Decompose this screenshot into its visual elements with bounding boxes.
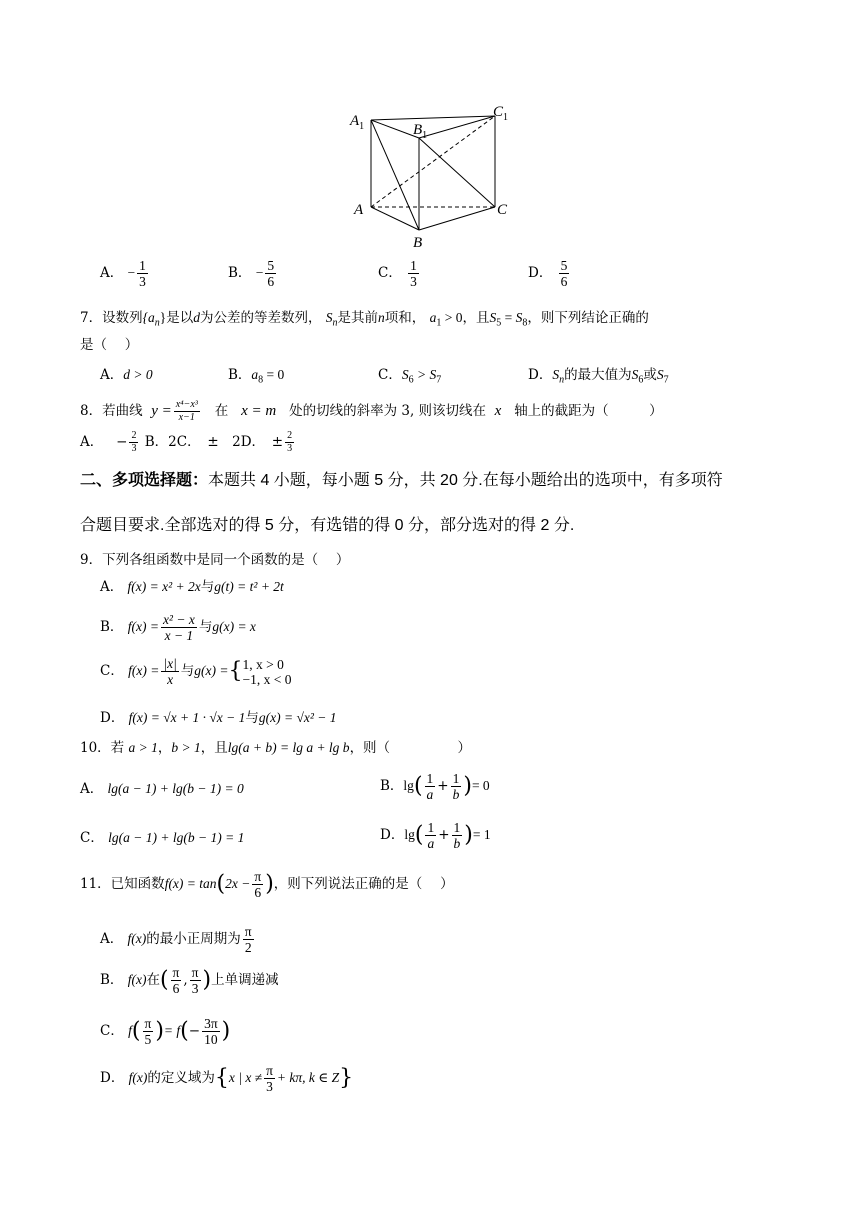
q6-option-c: C． $\frac{1}{3}$: [378, 258, 417, 289]
label-b: B: [413, 235, 423, 250]
q7-option-b: B．$a_8 = 0$: [228, 367, 285, 386]
q10-option-b: B．lg( $\frac{1}{a}$ + $\frac{1}{b}$ )= 0: [380, 771, 490, 802]
q7-stem-line1: 7．设数列$\{a_n\}$是以d为公差的等差数列， $S_n$是其前n项和， $a_1 > 0$，且$S_5 = S_8$，则下列结论正确的: [80, 310, 649, 329]
q11-option-c: C． f( $\frac{\pi}{5}$ )= f(− $\frac{3\pi}{10}$ ): [100, 1016, 231, 1047]
q6-option-b: B． − $\frac{5}{6}$: [228, 258, 275, 289]
section-2-title: 二、多项选择题：: [80, 472, 209, 489]
label-b1: $B_1$: [413, 122, 428, 141]
q8-stem: 8．若曲线 y = $\frac{\text{x⁴−x³}}{x-1}$ 在 x = m 处的切线的斜率为 3, 则该切线在 x 轴上的截距为（ ）: [80, 399, 663, 423]
label-a: A: [354, 202, 364, 218]
q9-option-d: D． f(x) = √x + 1 · √x − 1与g(x) = √x² − 1: [100, 710, 337, 726]
q11-stem: 11．已知函数f(x) = tan(2x − $\frac{\pi}{6}$ )，则下列说法正确的是（ ）: [80, 869, 454, 900]
q11-option-a: A． f(x)的最小正周期为 $\frac{\pi}{2}$: [100, 924, 252, 955]
q10-option-d: D．lg( $\frac{1}{a}$ + $\frac{1}{b}$ )= 1: [380, 820, 491, 851]
q9-option-c: C． f(x) = $\frac{|x|}{x}$ 与g(x) ={ 1, x > 0 −1, x < 0: [100, 656, 292, 687]
q9-option-b: B． f(x) = $\frac{\text{x² − x}}{x - 1}$ 与g(x) = x: [100, 612, 256, 643]
q10-option-a: A． lg(a − 1) + lg(b − 1) = 0: [80, 781, 244, 797]
q10-option-c: C． lg(a − 1) + lg(b − 1) = 1: [80, 830, 245, 846]
section-2-line1: 二、多项选择题：本题共 4 小题，每小题 5 分，共 20 分.在每小题给出的选项中，有多项符: [80, 472, 723, 489]
label-a1: $A_1$: [350, 113, 365, 132]
label-c1: $C_1$: [493, 104, 509, 123]
q11-option-d: D． f(x)的定义域为{x | x ≠ $\frac{\pi}{3}$ + kπ, k ∈ Z}: [100, 1063, 354, 1094]
q9-option-a: A． f(x) = x² + 2x与g(t) = t² + 2t: [100, 579, 284, 595]
q6-option-d: D． $\frac{5}{6}$: [528, 258, 568, 289]
q6-option-a: A． − $\frac{1}{3}$: [100, 258, 146, 289]
q7-option-a: A．d > 0: [100, 367, 153, 383]
label-c: C: [497, 202, 508, 218]
q7-stem-line2: 是（ ）: [80, 337, 139, 353]
q9-stem: 9．下列各组函数中是同一个函数的是（ ）: [80, 552, 350, 568]
q7-option-c: C．$S_6 > S_7$: [378, 367, 442, 386]
q7-option-d: D．$S_n$的最大值为$S_6$或$S_7$: [528, 367, 669, 386]
prism-figure: [340, 100, 520, 250]
section-2-line2: 合题目要求.全部选对的得 5 分，有选错的得 0 分，部分选对的得 2 分.: [80, 517, 575, 534]
q10-stem: 10．若 a > 1，b > 1，且lg(a + b) = lg a + lg b，则（ ）: [80, 740, 472, 756]
q11-option-b: B． f(x)在( $\frac{\pi}{6}$ , $\frac{\pi}{3}$ )上单调递减: [100, 965, 279, 996]
q8-options: A． − $\frac{2}{3}$ B．2C． ± 2D． ± $\frac{2}{3}$: [80, 430, 293, 454]
